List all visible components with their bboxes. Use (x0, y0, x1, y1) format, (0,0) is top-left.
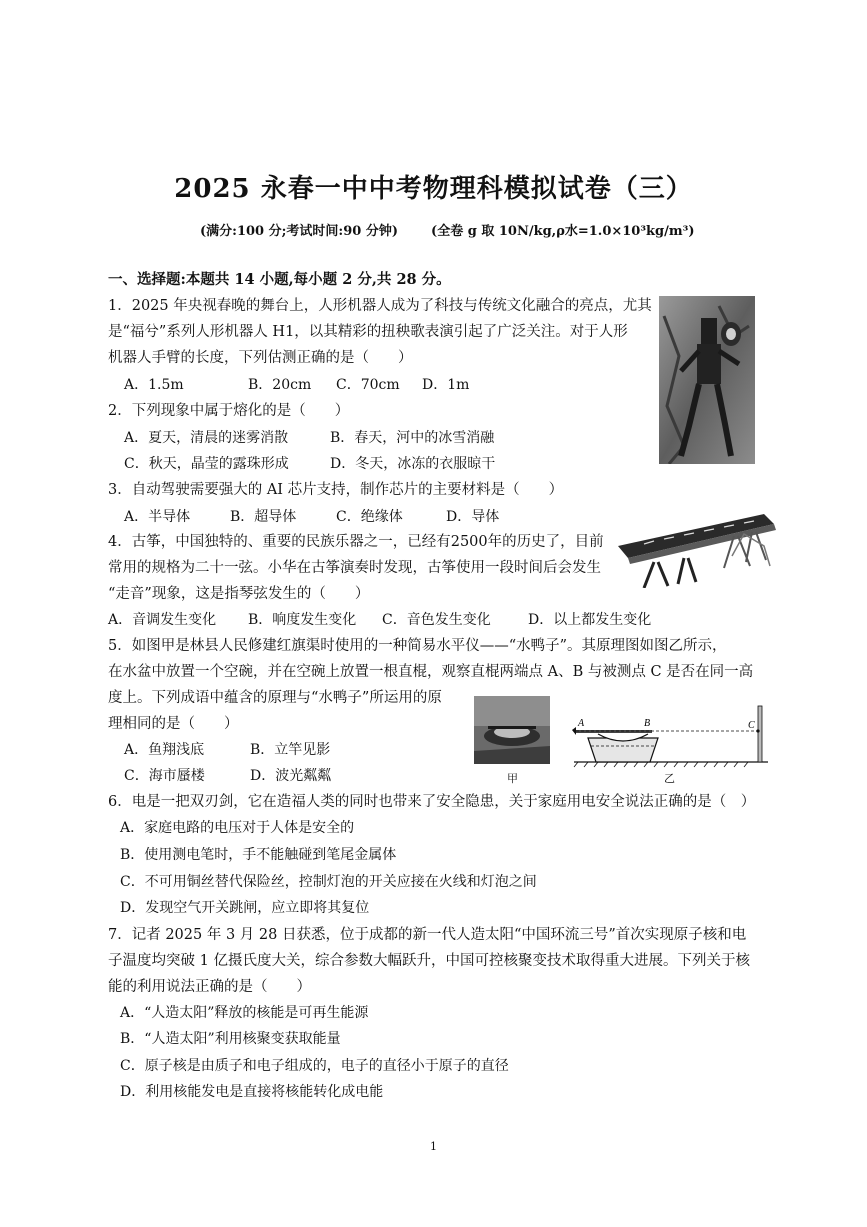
exam-subtitle (200, 220, 695, 239)
q5-line: 在水盆中放置一个空碗，并在空碗上放置一根直棍，观察直棍两端点 A、B 与被测点 C 是否在同一高 (108, 664, 754, 680)
q5-option: B．立竿见影 (250, 742, 331, 758)
q5-option: D．波光粼粼 (250, 768, 332, 784)
q7-option: C．原子核是由质子和电子组成的，电子的直径小于原子的直径 (120, 1058, 509, 1074)
q6-option: A．家庭电路的电压对于人体是安全的 (120, 820, 355, 836)
point-c-label: C (748, 720, 755, 731)
robot-photo (659, 296, 755, 464)
q4-option: B．响度发生变化 (248, 612, 357, 628)
q3-option: B．超导体 (230, 509, 297, 525)
q3-option: C．绝缘体 (336, 509, 403, 525)
q1-line: 1．2025 年央视春晚的舞台上，人形机器人成为了科技与传统文化融合的亮点，尤其 (108, 298, 652, 314)
q1-option: D．1m (422, 377, 470, 393)
q3-option: A．半导体 (124, 509, 191, 525)
q1-line: 机器人手臂的长度，下列估测正确的是（ ） (108, 350, 413, 366)
point-a-label: A (578, 718, 585, 729)
figure-yi-diagram (568, 704, 768, 768)
exam-title: 2025 永春一中中考物理科模拟试卷（三） (174, 174, 693, 204)
q2-stem: 2．下列现象中属于熔化的是（ ） (108, 403, 350, 419)
q5-line: 度上。下列成语中蕴含的原理与“水鸭子”所运用的原 (108, 690, 442, 706)
q7-line: 7．记者 2025 年 3 月 28 日获悉，位于成都的新一代人造太阳“中国环流三号”首次实现原子核和电 (108, 927, 747, 943)
point-b-label: B (644, 718, 651, 729)
figure-jia-photo (474, 696, 550, 764)
q4-option: C．音色发生变化 (382, 612, 491, 628)
q1-option: A．1.5m (124, 377, 184, 393)
q6-stem: 6．电是一把双刃剑，它在造福人类的同时也带来了安全隐患，关于家庭用电安全说法正确的是（ ） (108, 794, 756, 810)
q5-line: 理相同的是（ ） (108, 716, 239, 732)
q3-stem: 3．自动驾驶需要强大的 AI 芯片支持，制作芯片的主要材料是（ ） (108, 482, 564, 498)
q4-line: 常用的规格为二十一弦。小华在古筝演奏时发现，古筝使用一段时间后会发生 (108, 560, 601, 576)
q7-line: 子温度均突破 1 亿摄氏度大关，综合参数大幅跃升，中国可控核聚变技术取得重大进展。下列关于核 (108, 953, 750, 969)
figure-jia-caption: 甲 (507, 772, 518, 785)
q6-option: C．不可用铜丝替代保险丝，控制灯泡的开关应接在火线和灯泡之间 (120, 874, 537, 890)
q1-option: C．70cm (336, 377, 400, 393)
q1-option: B．20cm (248, 377, 312, 393)
page-number: 1 (430, 1140, 437, 1153)
q5-option: A．鱼翔浅底 (124, 742, 205, 758)
q5-option: C．海市蜃楼 (124, 768, 205, 784)
q7-option: D．利用核能发电是直接将核能转化成电能 (120, 1084, 384, 1100)
q3-option: D．导体 (446, 509, 500, 525)
q2-option: B．春天，河中的冰雪消融 (330, 430, 495, 446)
q6-option: D．发现空气开关跳闸，应立即将其复位 (120, 900, 370, 916)
q4-option: A．音调发生变化 (108, 612, 217, 628)
q7-line: 能的利用说法正确的是（ ） (108, 979, 311, 995)
figure-yi-caption: 乙 (664, 772, 675, 785)
q2-option: A．夏天，清晨的迷雾消散 (124, 430, 289, 446)
q1-line: 是“福兮”系列人形机器人 H1，以其精彩的扭秧歌表演引起了广泛关注。对于人形 (108, 324, 628, 340)
q2-option: C．秋天，晶莹的露珠形成 (124, 456, 289, 472)
q7-option: B．“人造太阳”利用核聚变获取能量 (120, 1031, 341, 1047)
q7-option: A．“人造太阳”释放的核能是可再生能源 (120, 1005, 369, 1021)
q5-line: 5．如图甲是林县人民修建红旗渠时使用的一种简易水平仪——“水鸭子”。其原理图如图乙所示， (108, 638, 727, 654)
subtitle-constants: (全卷 g 取 10N/kg,ρ水=1.0×10³kg/m³) (431, 224, 695, 239)
q2-option: D．冬天，冰冻的衣服晾干 (330, 456, 496, 472)
q6-option: B．使用测电笔时，手不能触碰到笔尾金属体 (120, 847, 397, 863)
guzheng-image (614, 506, 784, 588)
subtitle-score-time: (满分:100 分;考试时间:90 分钟) (200, 224, 398, 239)
q4-option: D．以上都发生变化 (528, 612, 652, 628)
q4-line: 4．古筝，中国独特的、重要的民族乐器之一，已经有2500年的历史了，目前 (108, 534, 604, 550)
section-heading: 一、选择题:本题共 14 小题,每小题 2 分,共 28 分。 (108, 271, 451, 288)
q4-line: “走音”现象，这是指琴弦发生的（ ） (108, 586, 370, 602)
